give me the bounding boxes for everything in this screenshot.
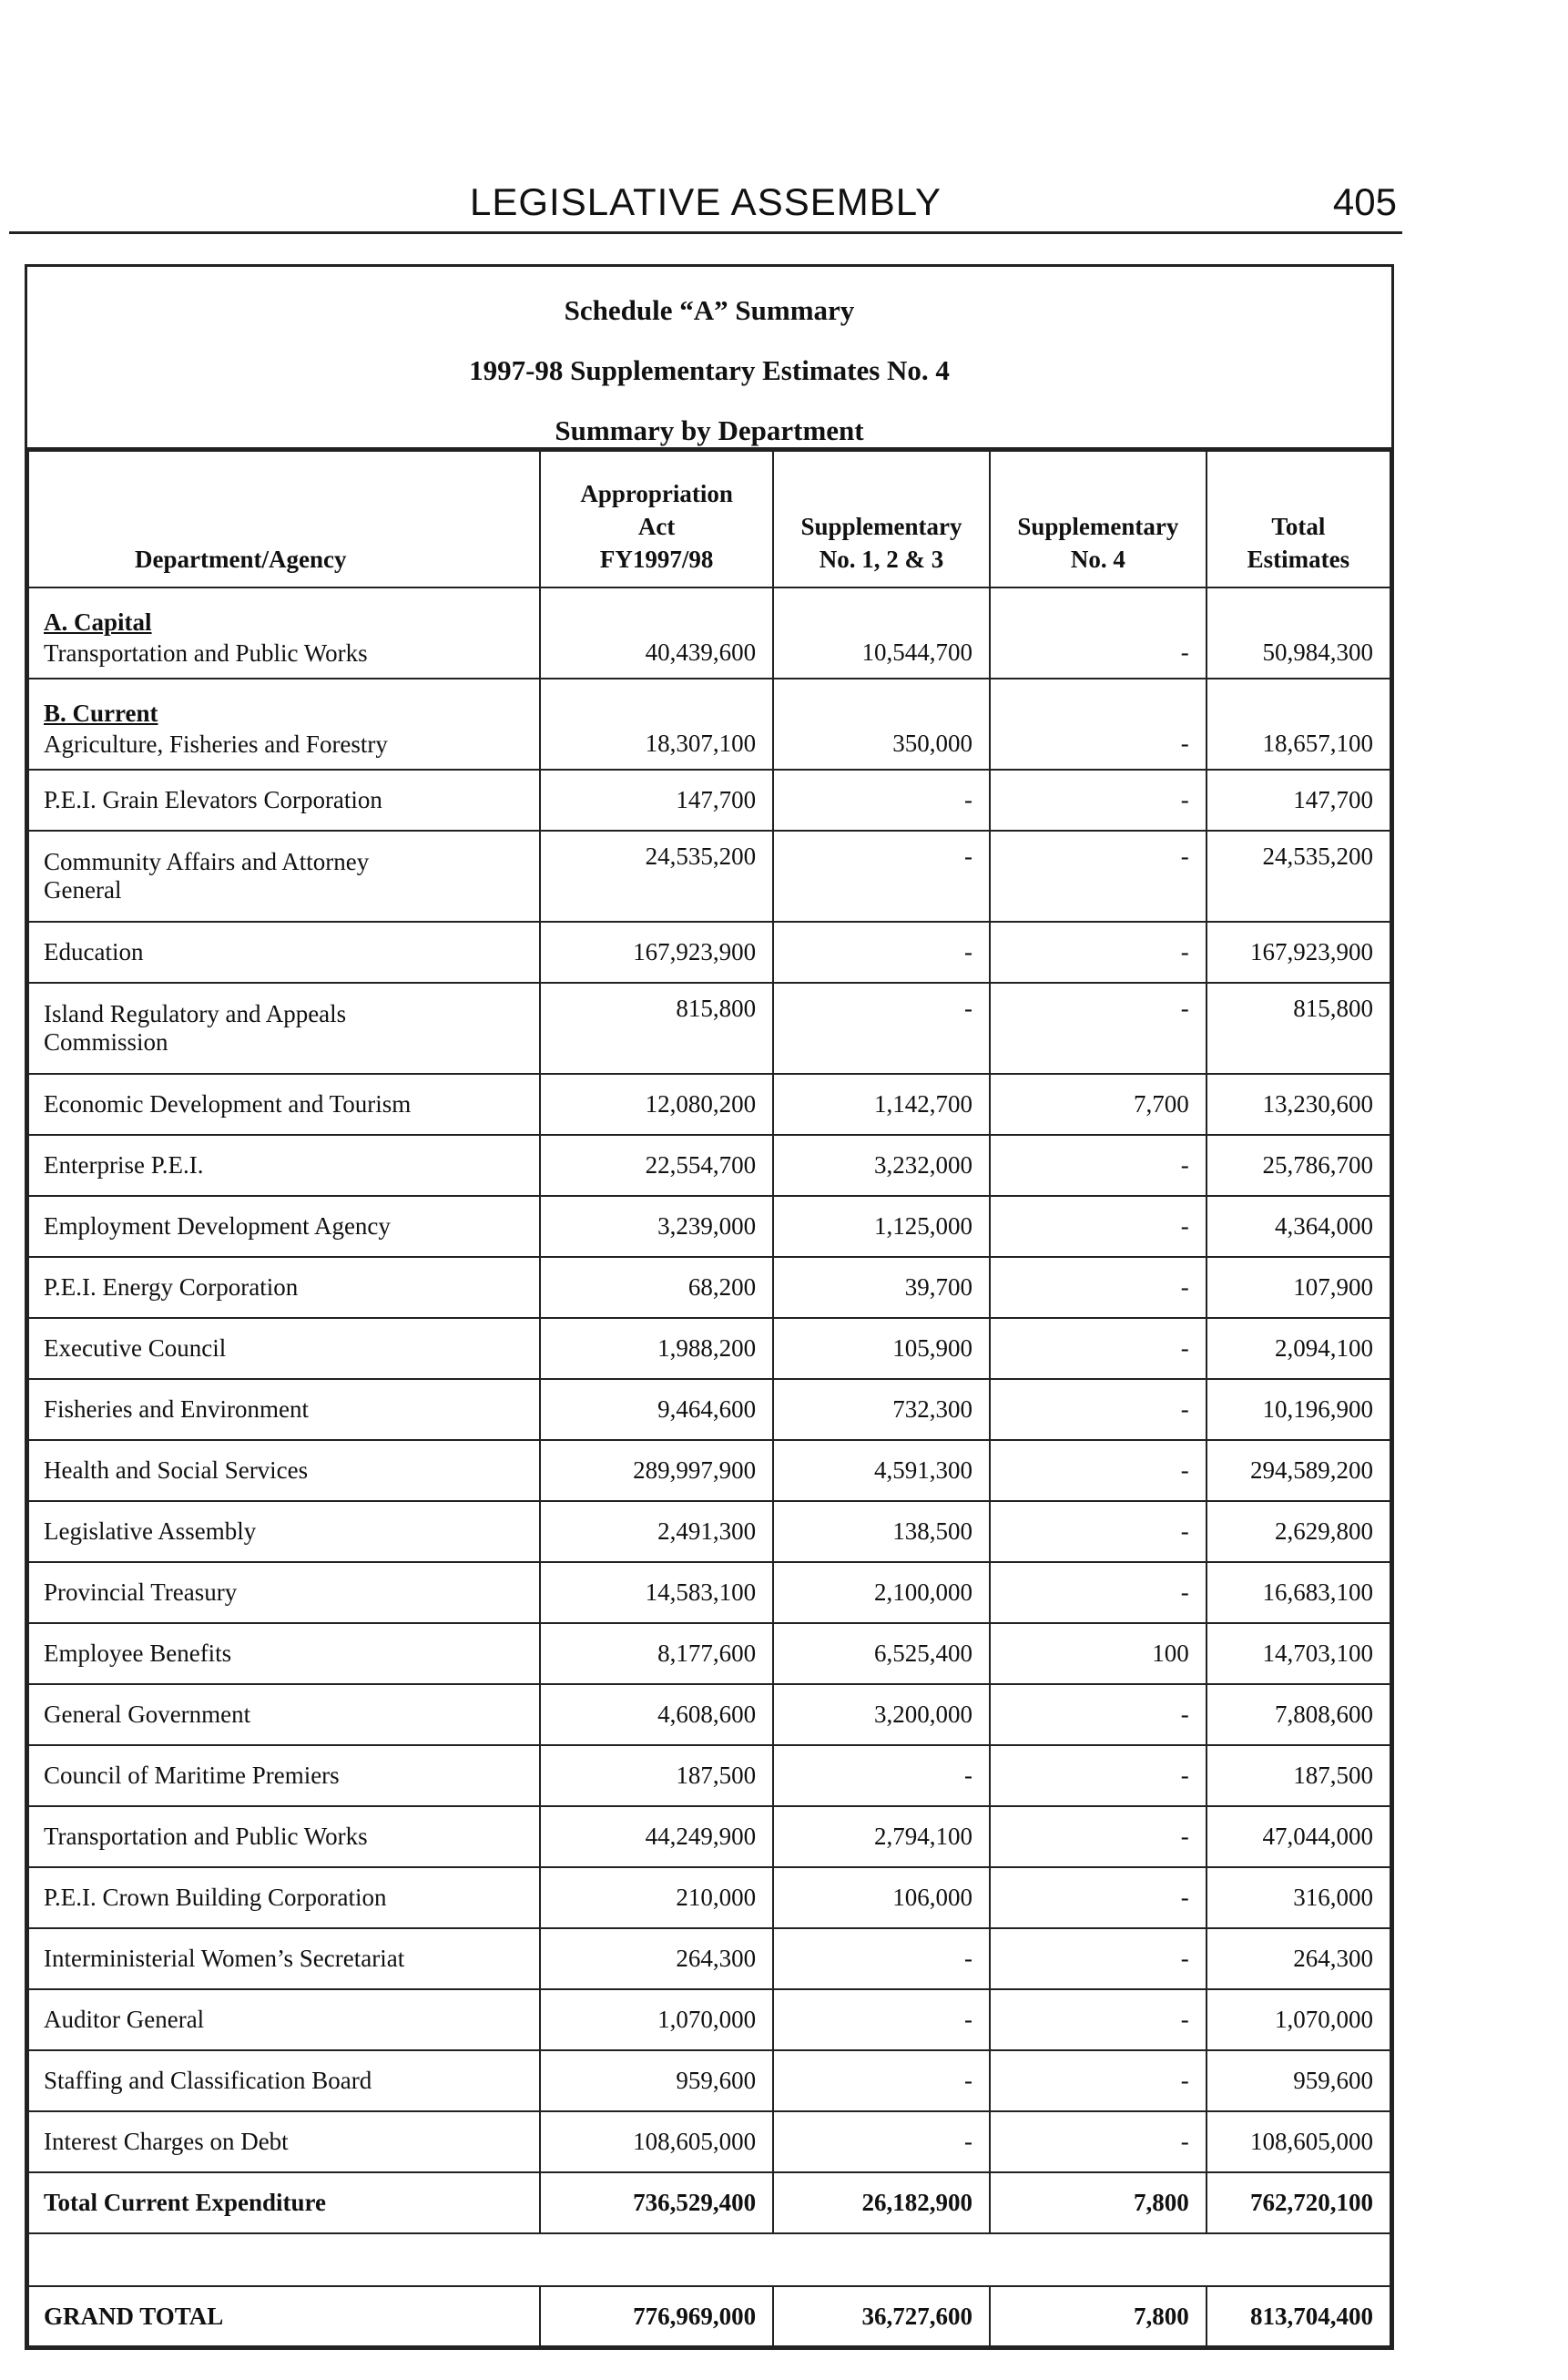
row-department [28, 831, 540, 922]
cell-supplementary-4: - [990, 1745, 1207, 1806]
cell-total: 294,589,200 [1207, 1440, 1390, 1501]
table-row [28, 1623, 1390, 1684]
cell-supplementary-123: 732,300 [773, 1379, 990, 1440]
cell-total: 25,786,700 [1207, 1135, 1390, 1196]
department-name: Transportation and Public Works [28, 1806, 540, 1867]
cell-supplementary-4: - [990, 679, 1207, 770]
table-row [28, 679, 1390, 770]
cell-appropriation: 22,554,700 [540, 1135, 773, 1196]
cell-appropriation: 1,070,000 [540, 1989, 773, 2050]
cell-appropriation: 18,307,100 [540, 679, 773, 770]
cell-supplementary-4: - [990, 1989, 1207, 2050]
spacer-row [28, 2233, 1390, 2286]
cell-supplementary-4: - [990, 983, 1207, 1074]
cell-total: 762,720,100 [1207, 2172, 1390, 2233]
cell-supplementary-123: 1,125,000 [773, 1196, 990, 1257]
total-row [28, 2172, 1390, 2233]
department-name: Enterprise P.E.I. [28, 1135, 540, 1196]
page-number: 405 [1332, 180, 1397, 223]
cell-supplementary-123: - [773, 831, 990, 922]
department-name: Employee Benefits [28, 1623, 540, 1684]
cell-total: 815,800 [1207, 983, 1390, 1074]
department-name: Employment Development Agency [28, 1196, 540, 1257]
department-name-line1: Island Regulatory and Appeals [44, 1000, 347, 1027]
table-row [28, 587, 1390, 679]
cell-supplementary-123: 138,500 [773, 1501, 990, 1562]
cell-supplementary-4: - [990, 1806, 1207, 1867]
department-name-line1: Community Affairs and Attorney [44, 848, 370, 875]
table-row [28, 1928, 1390, 1989]
cell-supplementary-4: - [990, 1867, 1207, 1928]
cell-total: 187,500 [1207, 1745, 1390, 1806]
department-name: Provincial Treasury [28, 1562, 540, 1623]
cell-supplementary-4: - [990, 1562, 1207, 1623]
cell-total: 813,704,400 [1207, 2286, 1390, 2346]
cell-supplementary-123: 106,000 [773, 1867, 990, 1928]
department-name: Health and Social Services [28, 1440, 540, 1501]
table-row [28, 1806, 1390, 1867]
cell-supplementary-4: 7,800 [990, 2172, 1207, 2233]
department-name: Council of Maritime Premiers [28, 1745, 540, 1806]
cell-total: 167,923,900 [1207, 922, 1390, 983]
cell-supplementary-4: - [990, 1135, 1207, 1196]
cell-supplementary-4: - [990, 1257, 1207, 1318]
cell-supplementary-123: 39,700 [773, 1257, 990, 1318]
table-row [28, 1684, 1390, 1745]
cell-supplementary-4: - [990, 770, 1207, 831]
col-header-supp4-l2: No. 4 [1070, 546, 1125, 573]
table-row [28, 1989, 1390, 2050]
cell-supplementary-123: 3,200,000 [773, 1684, 990, 1745]
cell-appropriation: 4,608,600 [540, 1684, 773, 1745]
cell-total: 147,700 [1207, 770, 1390, 831]
cell-total: 959,600 [1207, 2050, 1390, 2111]
cell-supplementary-4: - [990, 1196, 1207, 1257]
cell-total: 50,984,300 [1207, 587, 1390, 679]
cell-appropriation: 210,000 [540, 1867, 773, 1928]
cell-supplementary-123: 350,000 [773, 679, 990, 770]
cell-supplementary-4: 7,700 [990, 1074, 1207, 1135]
cell-supplementary-123: - [773, 2111, 990, 2172]
col-header-appropriation-l2: Act [637, 513, 676, 540]
cell-supplementary-123: 26,182,900 [773, 2172, 990, 2233]
table-row [28, 2050, 1390, 2111]
schedule-table-frame [25, 264, 1394, 2350]
cell-appropriation: 264,300 [540, 1928, 773, 1989]
table-row [28, 1196, 1390, 1257]
table-row [28, 1074, 1390, 1135]
cell-appropriation: 815,800 [540, 983, 773, 1074]
table-row [28, 1562, 1390, 1623]
cell-supplementary-4: - [990, 1440, 1207, 1501]
cell-supplementary-123: - [773, 1745, 990, 1806]
cell-appropriation: 187,500 [540, 1745, 773, 1806]
cell-total: 2,094,100 [1207, 1318, 1390, 1379]
cell-total: 13,230,600 [1207, 1074, 1390, 1135]
cell-total: 4,364,000 [1207, 1196, 1390, 1257]
table-row [28, 1501, 1390, 1562]
cell-total: 16,683,100 [1207, 1562, 1390, 1623]
cell-supplementary-123: - [773, 983, 990, 1074]
cell-supplementary-123: - [773, 922, 990, 983]
col-header-supp123-l1: Supplementary [800, 513, 962, 540]
estimates-table [27, 450, 1391, 2347]
cell-appropriation: 8,177,600 [540, 1623, 773, 1684]
cell-supplementary-123: 2,100,000 [773, 1562, 990, 1623]
table-row [28, 770, 1390, 831]
department-name-line2: Commission [44, 1028, 168, 1056]
table-row [28, 922, 1390, 983]
section-label-current: B. Current [44, 700, 158, 727]
cell-total: 14,703,100 [1207, 1623, 1390, 1684]
department-name: Staffing and Classification Board [28, 2050, 540, 2111]
cell-total: 24,535,200 [1207, 831, 1390, 922]
table-row [28, 1135, 1390, 1196]
cell-appropriation: 776,969,000 [540, 2286, 773, 2346]
table-row [28, 1257, 1390, 1318]
cell-supplementary-123: 2,794,100 [773, 1806, 990, 1867]
cell-appropriation: 167,923,900 [540, 922, 773, 983]
schedule-subtitle-2: Summary by Department [555, 414, 864, 446]
column-header-row [28, 451, 1390, 587]
spacer-cell [28, 2233, 1390, 2286]
cell-total: 1,070,000 [1207, 1989, 1390, 2050]
cell-total: 18,657,100 [1207, 679, 1390, 770]
row-department [28, 679, 540, 770]
department-name: P.E.I. Energy Corporation [28, 1257, 540, 1318]
col-header-appropriation [540, 451, 773, 587]
col-header-total-l1: Total [1271, 513, 1326, 540]
department-name-line2: General [44, 876, 122, 904]
cell-appropriation: 12,080,200 [540, 1074, 773, 1135]
cell-supplementary-4: - [990, 831, 1207, 922]
table-row [28, 1379, 1390, 1440]
department-name: Interest Charges on Debt [28, 2111, 540, 2172]
cell-supplementary-4: - [990, 1684, 1207, 1745]
cell-appropriation: 736,529,400 [540, 2172, 773, 2233]
page-title: LEGISLATIVE ASSEMBLY [470, 180, 942, 223]
department-name: Fisheries and Environment [28, 1379, 540, 1440]
cell-supplementary-4: 100 [990, 1623, 1207, 1684]
cell-total: 264,300 [1207, 1928, 1390, 1989]
department-name: Legislative Assembly [28, 1501, 540, 1562]
cell-appropriation: 108,605,000 [540, 2111, 773, 2172]
cell-supplementary-123: - [773, 1928, 990, 1989]
department-name: Transportation and Public Works [44, 639, 368, 667]
cell-supplementary-123: 4,591,300 [773, 1440, 990, 1501]
cell-supplementary-123: 1,142,700 [773, 1074, 990, 1135]
department-name: Auditor General [28, 1989, 540, 2050]
cell-supplementary-4: - [990, 1928, 1207, 1989]
cell-supplementary-4: - [990, 587, 1207, 679]
grand-total-label: GRAND TOTAL [28, 2286, 540, 2346]
cell-supplementary-123: - [773, 1989, 990, 2050]
cell-appropriation: 68,200 [540, 1257, 773, 1318]
row-department [28, 983, 540, 1074]
cell-total: 316,000 [1207, 1867, 1390, 1928]
department-name: Education [28, 922, 540, 983]
cell-appropriation: 40,439,600 [540, 587, 773, 679]
cell-total: 108,605,000 [1207, 2111, 1390, 2172]
table-row [28, 1318, 1390, 1379]
table-row [28, 1867, 1390, 1928]
schedule-subtitle: 1997-98 Supplementary Estimates No. 4 [469, 354, 950, 386]
cell-appropriation: 14,583,100 [540, 1562, 773, 1623]
cell-supplementary-123: 10,544,700 [773, 587, 990, 679]
cell-supplementary-4: 7,800 [990, 2286, 1207, 2346]
cell-appropriation: 44,249,900 [540, 1806, 773, 1867]
cell-supplementary-4: - [990, 922, 1207, 983]
cell-supplementary-123: 6,525,400 [773, 1623, 990, 1684]
cell-appropriation: 959,600 [540, 2050, 773, 2111]
cell-appropriation: 147,700 [540, 770, 773, 831]
cell-total: 47,044,000 [1207, 1806, 1390, 1867]
department-name: Economic Development and Tourism [28, 1074, 540, 1135]
cell-total: 10,196,900 [1207, 1379, 1390, 1440]
cell-total: 7,808,600 [1207, 1684, 1390, 1745]
cell-appropriation: 1,988,200 [540, 1318, 773, 1379]
cell-supplementary-123: 3,232,000 [773, 1135, 990, 1196]
schedule-heading [27, 267, 1391, 450]
col-header-supplementary-4 [990, 451, 1207, 587]
cell-supplementary-4: - [990, 2111, 1207, 2172]
col-header-appropriation-l3: FY1997/98 [599, 546, 714, 573]
table-row [28, 1745, 1390, 1806]
cell-supplementary-4: - [990, 2050, 1207, 2111]
table-row [28, 831, 1390, 922]
col-header-supp4-l1: Supplementary [1017, 513, 1179, 540]
cell-supplementary-4: - [990, 1379, 1207, 1440]
cell-appropriation: 3,239,000 [540, 1196, 773, 1257]
col-header-department: Department/Agency [28, 451, 540, 587]
table-row [28, 2111, 1390, 2172]
col-header-total-l2: Estimates [1247, 546, 1350, 573]
cell-supplementary-123: 36,727,600 [773, 2286, 990, 2346]
cell-appropriation: 2,491,300 [540, 1501, 773, 1562]
cell-supplementary-123: - [773, 2050, 990, 2111]
page-header [9, 179, 1402, 234]
grand-total-row [28, 2286, 1390, 2346]
col-header-appropriation-l1: Appropriation [580, 480, 733, 507]
department-name: P.E.I. Crown Building Corporation [28, 1867, 540, 1928]
department-name: P.E.I. Grain Elevators Corporation [28, 770, 540, 831]
cell-total: 2,629,800 [1207, 1501, 1390, 1562]
cell-appropriation: 24,535,200 [540, 831, 773, 922]
col-header-supplementary-123 [773, 451, 990, 587]
cell-total: 107,900 [1207, 1257, 1390, 1318]
total-label: Total Current Expenditure [28, 2172, 540, 2233]
table-row [28, 983, 1390, 1074]
cell-supplementary-123: 105,900 [773, 1318, 990, 1379]
department-name: Executive Council [28, 1318, 540, 1379]
cell-appropriation: 289,997,900 [540, 1440, 773, 1501]
department-name: Agriculture, Fisheries and Forestry [44, 730, 388, 758]
col-header-supp123-l2: No. 1, 2 & 3 [819, 546, 944, 573]
department-name: Interministerial Women’s Secretariat [28, 1928, 540, 1989]
cell-supplementary-4: - [990, 1318, 1207, 1379]
schedule-title: Schedule “A” Summary [564, 294, 855, 326]
section-label-capital: A. Capital [44, 608, 152, 636]
cell-appropriation: 9,464,600 [540, 1379, 773, 1440]
cell-supplementary-4: - [990, 1501, 1207, 1562]
row-department [28, 587, 540, 679]
cell-supplementary-123: - [773, 770, 990, 831]
table-row [28, 1440, 1390, 1501]
department-name: General Government [28, 1684, 540, 1745]
col-header-total-estimates [1207, 451, 1390, 587]
